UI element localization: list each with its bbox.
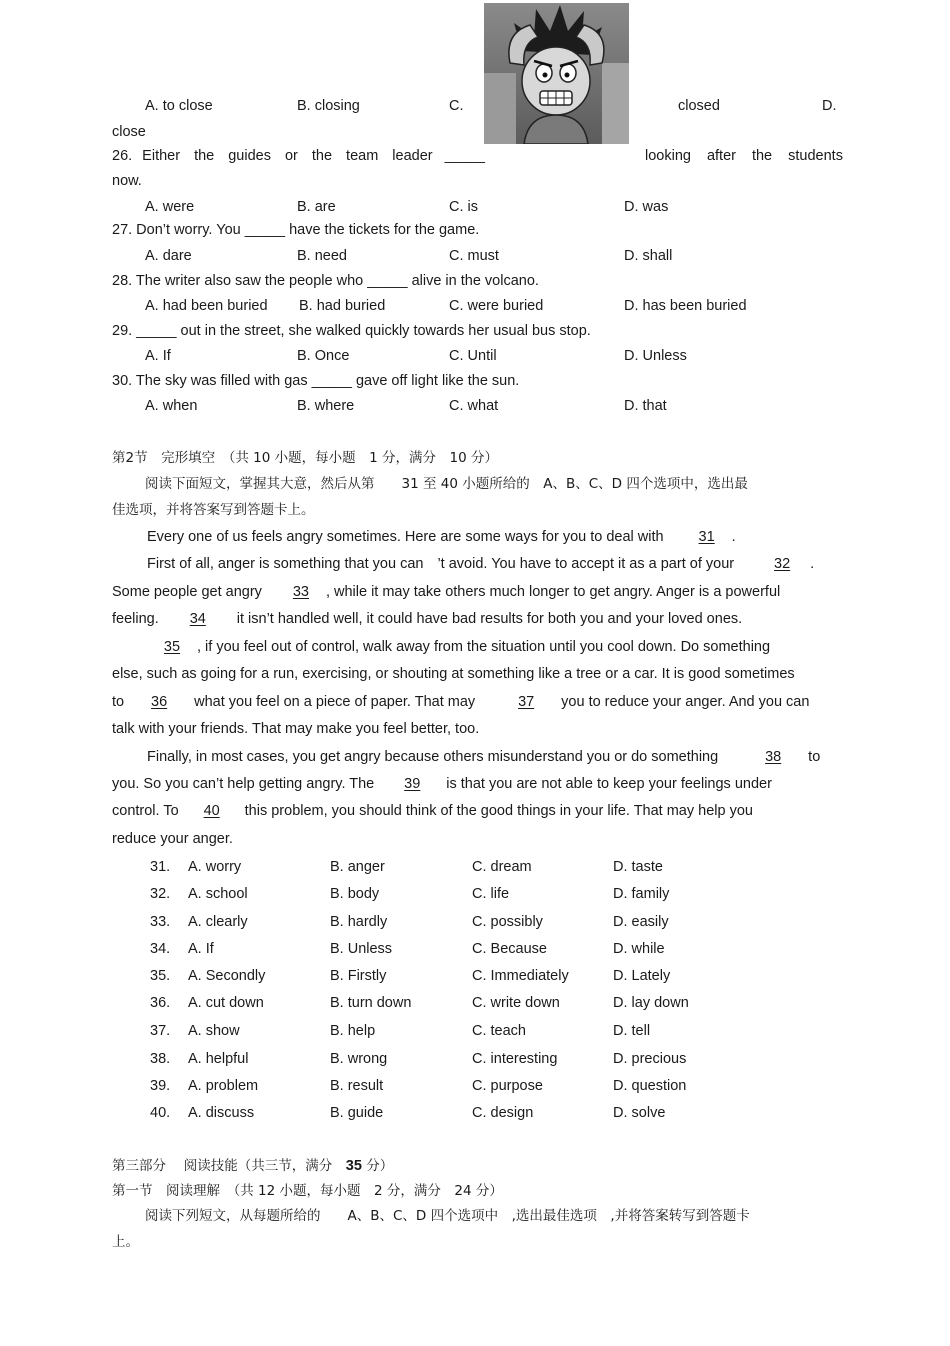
q27-option-d: D. shall — [624, 248, 673, 264]
choice-a: A. problem — [188, 1078, 259, 1094]
blank-35: 35 — [163, 639, 181, 655]
choice-b: B. anger — [330, 859, 385, 875]
choice-number: 40. — [150, 1105, 171, 1121]
choice-a: A. If — [188, 941, 214, 957]
choice-c: C. life — [472, 886, 510, 902]
q28-stem: 28. The writer also saw the people who _____ alive in the volcano. — [112, 273, 539, 289]
blank-31: 31 — [698, 529, 715, 545]
choice-a: A. discuss — [188, 1105, 255, 1121]
passage-line-12: reduce your anger. — [112, 831, 233, 847]
choice-d: D. lay down — [613, 995, 689, 1011]
passage-line-10: you. So you can’t help getting angry. The 39 is that you are not able to keep your feelings under — [112, 776, 772, 792]
q26-option-a: A. were — [145, 199, 195, 215]
choice-c: C. interesting — [472, 1051, 558, 1067]
choice-c: C. possibly — [472, 914, 543, 930]
q29-option-c: C. Until — [449, 348, 497, 364]
passage-line-5: 35 , if you feel out of control, walk away from the situation until you cool down. Do something — [147, 639, 770, 655]
choice-c: C. Immediately — [472, 968, 569, 984]
q27-option-a: A. dare — [145, 248, 192, 264]
q25-option-c-label: C. — [449, 98, 464, 114]
choice-d: D. family — [613, 886, 670, 902]
passage-line-2: First of all, anger is something that you can ’t avoid. You have to accept it as a part of your 32 . — [147, 556, 815, 572]
choice-d: D. easily — [613, 914, 669, 930]
choice-number: 37. — [150, 1023, 171, 1039]
choice-b: B. result — [330, 1078, 384, 1094]
choice-d: D. question — [613, 1078, 687, 1094]
choice-number: 32. — [150, 886, 171, 902]
choice-a: A. school — [188, 886, 248, 902]
q26-option-d: D. was — [624, 199, 669, 215]
blank-40: 40 — [203, 803, 220, 819]
choice-a: A. Secondly — [188, 968, 266, 984]
choice-c: C. purpose — [472, 1078, 543, 1094]
part3-instruction-continued: 上。 — [112, 1234, 139, 1250]
q30-option-a: A. when — [145, 398, 198, 414]
choice-b: B. body — [330, 886, 380, 902]
section2-instruction: 阅读下面短文，掌握其大意，然后从第 31 至 40 小题所给的 A、B、C、D 四个选项中，选出最 — [145, 476, 748, 492]
passage-line-1: Every one of us feels angry sometimes. Here are some ways for you to deal with 31 . — [147, 529, 736, 545]
q28-option-b: B. had buried — [299, 298, 386, 314]
q25-option-a: A. to close — [145, 98, 213, 114]
passage-line-8: talk with your friends. That may make you feel better, too. — [112, 721, 480, 737]
choice-a: A. show — [188, 1023, 240, 1039]
q28-option-a: A. had been buried — [145, 298, 268, 314]
blank-39: 39 — [404, 776, 421, 792]
choice-b: B. Firstly — [330, 968, 387, 984]
q28-option-d: D. has been buried — [624, 298, 747, 314]
q25-option-d-word: close — [112, 124, 146, 140]
choice-c: C. dream — [472, 859, 532, 875]
passage-line-6: else, such as going for a run, exercising, or shouting at something like a tree or a car. It is good sometimes — [112, 666, 795, 682]
choice-c: C. design — [472, 1105, 534, 1121]
cartoon-boy-illustration — [484, 3, 629, 144]
choice-a: A. clearly — [188, 914, 248, 930]
q29-option-a: A. If — [145, 348, 171, 364]
blank-36: 36 — [151, 694, 168, 710]
choice-d: D. taste — [613, 859, 663, 875]
choice-b: B. Unless — [330, 941, 393, 957]
q29-option-b: B. Once — [297, 348, 350, 364]
choice-b: B. wrong — [330, 1051, 388, 1067]
q30-stem: 30. The sky was filled with gas _____ gave off light like the sun. — [112, 373, 520, 389]
section2-title: 第2节 完形填空 （共 10 小题，每小题 1 分，满分 10 分） — [112, 450, 498, 466]
q25-option-b: B. closing — [297, 98, 360, 114]
q26-option-c: C. is — [449, 199, 478, 215]
choice-d: D. precious — [613, 1051, 687, 1067]
blank-33: 33 — [292, 584, 309, 600]
choice-number: 39. — [150, 1078, 171, 1094]
choice-d: D. while — [613, 941, 665, 957]
q26-stem: 26. Either the guides or the team leader _____ — [112, 148, 485, 164]
choice-number: 34. — [150, 941, 171, 957]
part3-title: 第三部分 阅读技能（共三节，满分 35 分） — [112, 1158, 394, 1174]
q26-stem-right: looking after the students — [645, 148, 843, 164]
choice-d: D. Lately — [613, 968, 671, 984]
part3-section1-title: 第一节 阅读理解 （共 12 小题，每小题 2 分，满分 24 分） — [112, 1183, 503, 1199]
q27-option-b: B. need — [297, 248, 347, 264]
choice-b: B. guide — [330, 1105, 384, 1121]
choice-number: 35. — [150, 968, 171, 984]
choice-b: B. turn down — [330, 995, 412, 1011]
passage-line-4: feeling. 34 it isn’t handled well, it could have bad results for both you and your loved ones. — [112, 611, 743, 627]
q30-option-b: B. where — [297, 398, 355, 414]
blank-37: 37 — [518, 694, 535, 710]
q29-stem: 29. _____ out in the street, she walked quickly towards her usual bus stop. — [112, 323, 591, 339]
q27-stem: 27. Don’t worry. You _____ have the tickets for the game. — [112, 222, 480, 238]
part3-instruction: 阅读下列短文，从每题所给的 A、B、C、D 四个选项中 ,选出最佳选项 ,并将答案转写到答题卡 — [145, 1208, 750, 1224]
q29-option-d: D. Unless — [624, 348, 687, 364]
section2-instruction-continued: 佳选项，并将答案写到答题卡上。 — [112, 502, 315, 518]
choice-a: A. worry — [188, 859, 242, 875]
choice-number: 33. — [150, 914, 171, 930]
passage-line-9: Finally, in most cases, you get angry because others misunderstand you or do something 38 to — [147, 749, 821, 765]
choice-c: C. write down — [472, 995, 560, 1011]
q25-option-c-word: closed — [678, 98, 720, 114]
passage-line-3: Some people get angry 33 , while it may take others much longer to get angry. Anger is a powerful — [112, 584, 781, 600]
q30-option-d: D. that — [624, 398, 667, 414]
choice-b: B. help — [330, 1023, 376, 1039]
choice-d: D. solve — [613, 1105, 666, 1121]
blank-34: 34 — [189, 611, 206, 627]
passage-line-7: to 36 what you feel on a piece of paper. That may 37 you to reduce your anger. And you can — [112, 694, 810, 710]
blank-32: 32 — [774, 556, 791, 572]
passage-line-11: control. To 40 this problem, you should think of the good things in your life. That may help you — [112, 803, 753, 819]
choice-a: A. helpful — [188, 1051, 249, 1067]
choice-number: 36. — [150, 995, 171, 1011]
q28-option-c: C. were buried — [449, 298, 544, 314]
blank-38: 38 — [765, 749, 782, 765]
q30-option-c: C. what — [449, 398, 499, 414]
choice-c: C. Because — [472, 941, 547, 957]
choice-a: A. cut down — [188, 995, 264, 1011]
choice-number: 31. — [150, 859, 171, 875]
q26-stem-continued: now. — [112, 173, 142, 189]
q27-option-c: C. must — [449, 248, 499, 264]
q25-option-d-label: D. — [822, 98, 837, 114]
choice-d: D. tell — [613, 1023, 651, 1039]
choice-c: C. teach — [472, 1023, 526, 1039]
choice-number: 38. — [150, 1051, 171, 1067]
q26-option-b: B. are — [297, 199, 336, 215]
choice-b: B. hardly — [330, 914, 388, 930]
